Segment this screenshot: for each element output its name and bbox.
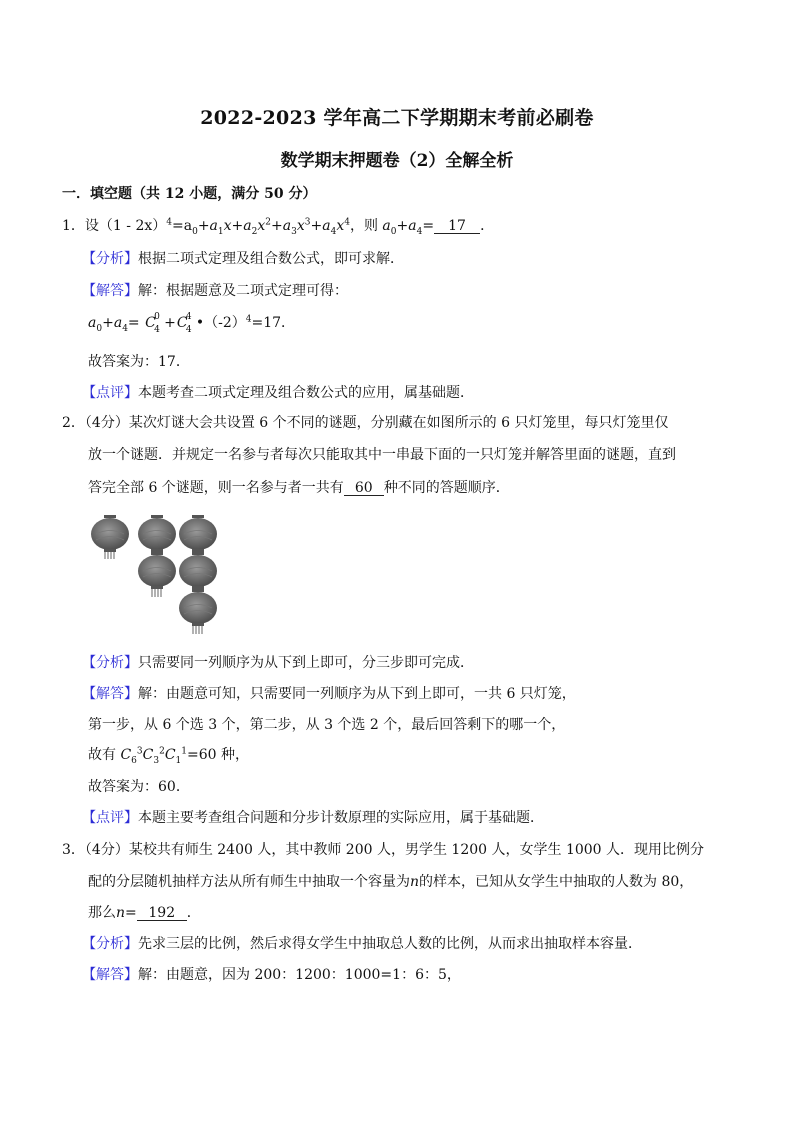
q1-formula-tail: =17．: [251, 315, 296, 331]
lantern: [91, 515, 129, 559]
q2-line3-text-b: 种不同的答题顺序．: [383, 480, 510, 496]
q1-answer-text: 解：根据题意及二项式定理可得：: [138, 283, 348, 299]
q1-analysis-text: 根据二项式定理及组合数公式，即可求解．: [138, 251, 404, 267]
document-title: 2022-2023 学年高二下学期期末考前必刷卷: [200, 107, 594, 129]
q2-number: 2．: [62, 415, 85, 431]
lantern: [179, 589, 217, 634]
q3-analysis: [82, 935, 642, 953]
q1-answer: [82, 282, 348, 300]
q2-analysis: [82, 654, 474, 672]
q3-line2-text-b: 的样本，已知从女学生中抽取的人数为 80，: [419, 874, 694, 890]
q3-analysis-text: 先求三层的比例，然后求得女学生中抽取总人数的比例，从而求出抽取样本容量．: [138, 936, 642, 952]
q1-comment: [82, 384, 474, 402]
document-subtitle: 数学期末押题卷（2）全解全析: [280, 151, 514, 171]
q1-answer-blank: 17: [434, 219, 480, 234]
q2-answer-blank: 60: [344, 481, 384, 496]
q2-answer-text: 解：由题意可知，只需要同一列顺序为从下到上即可，一共 6 只灯笼，: [138, 686, 576, 702]
q3-number: 3．: [62, 842, 85, 858]
answer-tag: 【解答】: [82, 686, 138, 702]
answer-tag: 【解答】: [82, 967, 138, 983]
analysis-tag: 【分析】: [82, 655, 138, 671]
q1-exp: 4: [166, 217, 172, 228]
section-heading: 一．填空题（共 12 小题，满分 50 分）: [62, 186, 317, 202]
q3-line2-text-a: 配的分层随机抽样方法从所有师生中抽取一个容量为: [88, 874, 410, 890]
q3-line1-text: （4分）某校共有师生 2400 人，其中教师 200 人，男学生 1200 人，女学生 1000 人．现用比例分: [84, 842, 705, 858]
q2-line1: [62, 414, 668, 432]
q1-formula-end: •（-2）: [195, 315, 246, 331]
comment-tag: 【点评】: [82, 385, 138, 401]
comment-tag: 【点评】: [82, 810, 138, 826]
q2-line2: 放一个谜题．并规定一名参与者每次只能取其中一串最下面的一只灯笼并解答里面的谜题，直到: [88, 447, 676, 463]
q2-analysis-text: 只需要同一列顺序为从下到上即可，分三步即可完成．: [138, 655, 474, 671]
q3-line3: 那么n= 192 ．: [88, 905, 201, 921]
q3-answer: [82, 966, 461, 984]
lantern: [179, 515, 217, 552]
lanterns-figure: [90, 513, 230, 635]
q2-answer3-text-b: =60 种，: [187, 747, 250, 763]
q2-answer-line2: 第一步，从 6 个选 3 个，第二步，从 3 个选 2 个，最后回答剩下的哪一个，: [88, 717, 566, 733]
q2-line3-text-a: 答完全部 6 个谜题，则一名参与者一共有: [88, 480, 344, 496]
q2-line3: [88, 479, 510, 497]
q2-comment-text: 本题主要考查组合问题和分步计数原理的实际应用，属于基础题．: [138, 810, 544, 826]
q3-line3-text: 那么: [88, 905, 116, 921]
q3-answer-blank: 192: [137, 906, 187, 921]
q3-line2: 配的分层随机抽样方法从所有师生中抽取一个容量为n的样本，已知从女学生中抽取的人数为 80，: [88, 874, 694, 890]
q1-comment-text: 本题考查二项式定理及组合数公式的应用，属基础题．: [138, 385, 474, 401]
q1-text-b: =a: [172, 218, 193, 234]
q2-comment: [82, 809, 544, 827]
q1-number: 1．: [62, 218, 85, 234]
q1-conclusion: 故答案为：17．: [88, 354, 190, 370]
lantern: [138, 515, 176, 552]
analysis-tag: 【分析】: [82, 251, 138, 267]
lantern: [138, 552, 176, 597]
q2-answer3-text-a: 故有: [88, 747, 116, 763]
q3-answer-text: 解：由题意，因为 200：1200：1000=1：6：5，: [138, 967, 461, 983]
q2-line1-text: （4分）某次灯谜大会共设置 6 个不同的谜题，分别藏在如图所示的 6 只灯笼里，每只灯笼里仅: [84, 415, 669, 431]
q1-analysis: [82, 250, 404, 268]
q2-answer-line3: 故有 $C_6^3C_3^2C_1^1=60$ 种，: [88, 746, 250, 766]
analysis-tag: 【分析】: [82, 936, 138, 952]
q1-text-a: 设（1 - 2x）: [84, 218, 167, 234]
q2-answer: [82, 685, 576, 703]
q3-line1: [62, 841, 704, 859]
lantern: [179, 552, 217, 589]
q2-conclusion: 故答案为：60．: [88, 779, 190, 795]
answer-tag: 【解答】: [82, 283, 138, 299]
q1-formula: $a_0+a_4= C$ 0 4 +C 4 4 $•(-2)^4=17$．: [88, 312, 296, 335]
q1-stem: 1．设$(1 - 2x)^4=a_0+a_1x+a_2x^2+a_3x^3+a_4x^4$，则 $a_0+a_4= 17$ ．: [62, 217, 495, 237]
